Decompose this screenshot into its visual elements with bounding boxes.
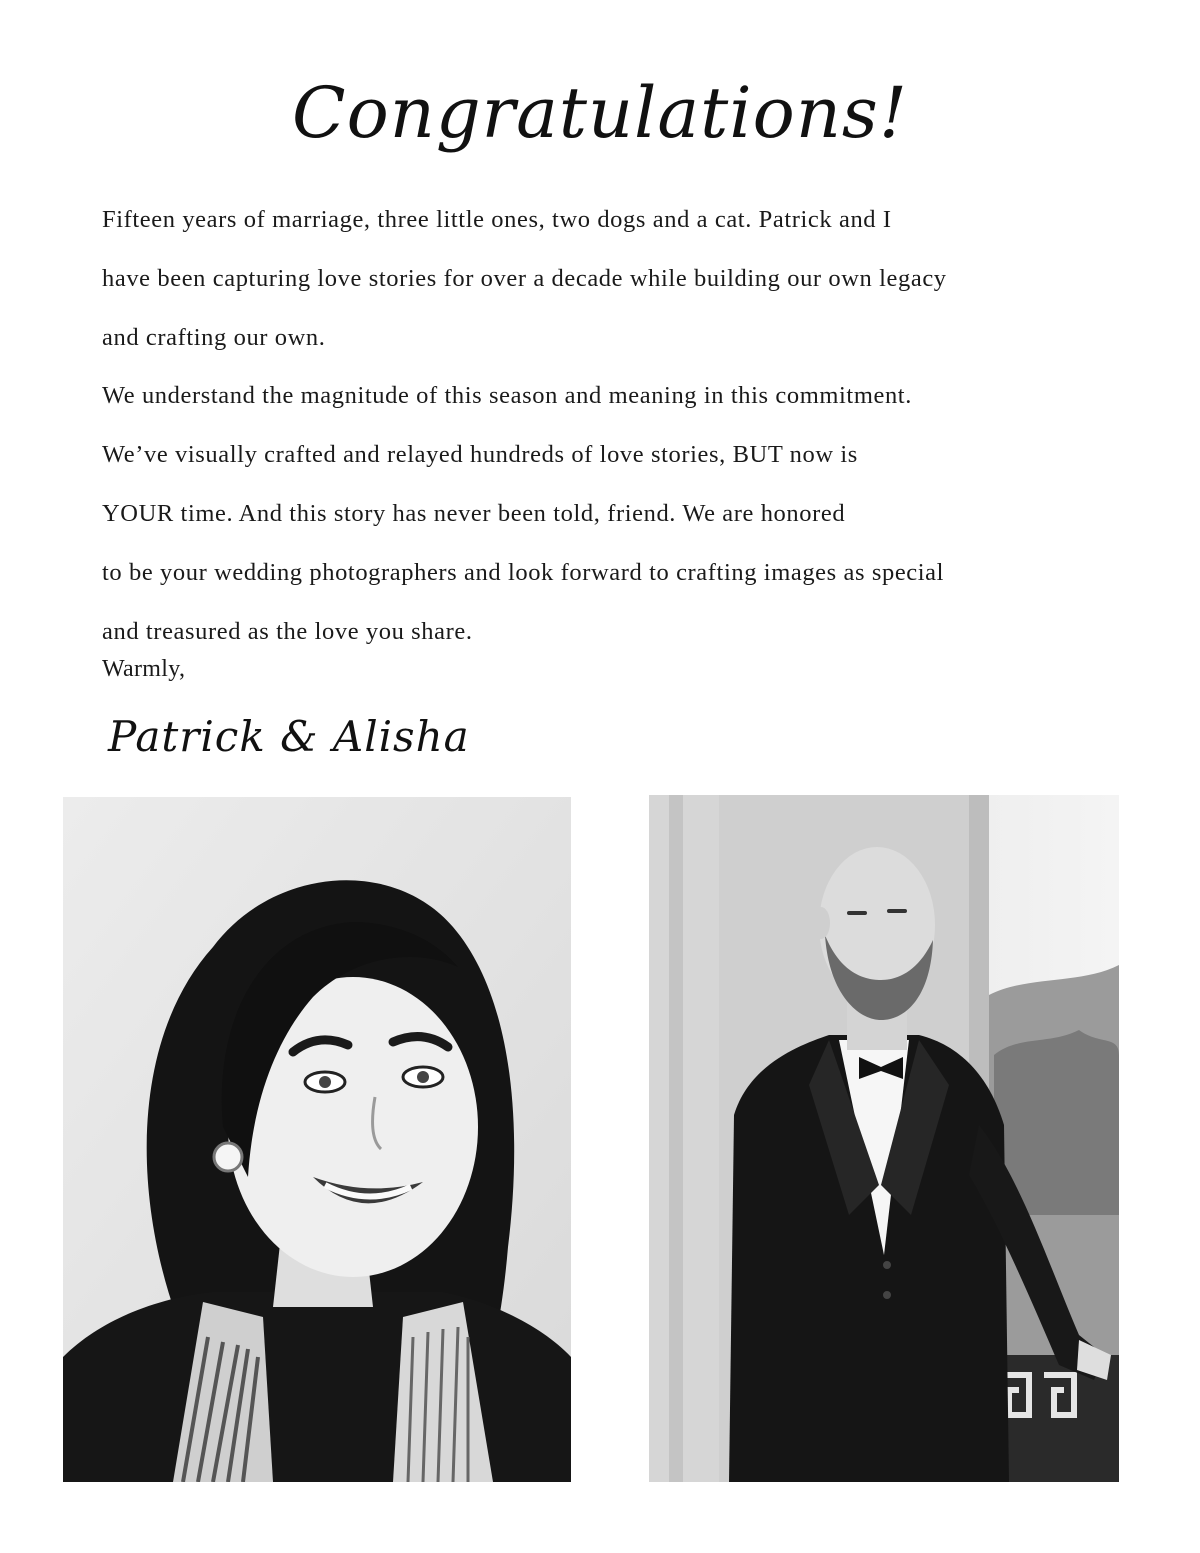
letter-line: and crafting our own. bbox=[102, 323, 326, 351]
letter-line: YOUR time. And this story has never been told, friend. We are honored bbox=[102, 499, 846, 527]
portrait-photo-woman bbox=[63, 797, 571, 1482]
letter-line: Fifteen years of marriage, three little ones, two dogs and a cat. Patrick and I bbox=[102, 206, 892, 233]
letter-body bbox=[102, 191, 1112, 661]
letter-line: We’ve visually crafted and relayed hundreds of love stories, BUT now is bbox=[102, 441, 858, 469]
signature: Patrick & Alisha bbox=[108, 712, 470, 761]
letter-line: and treasured as the love you share. bbox=[102, 617, 473, 645]
portrait-man-illustration bbox=[649, 795, 1119, 1482]
letter-line: We understand the magnitude of this season and meaning in this commitment. bbox=[102, 382, 912, 410]
page-title: Congratulations! bbox=[292, 72, 908, 154]
portrait-woman-illustration bbox=[63, 797, 571, 1482]
letter-signoff: Warmly, bbox=[102, 656, 186, 682]
letter-line: have been capturing love stories for over a decade while building our own legacy bbox=[102, 264, 947, 292]
portrait-photo-man bbox=[649, 795, 1119, 1482]
letter-line: to be your wedding photographers and look forward to crafting images as special bbox=[102, 558, 945, 586]
